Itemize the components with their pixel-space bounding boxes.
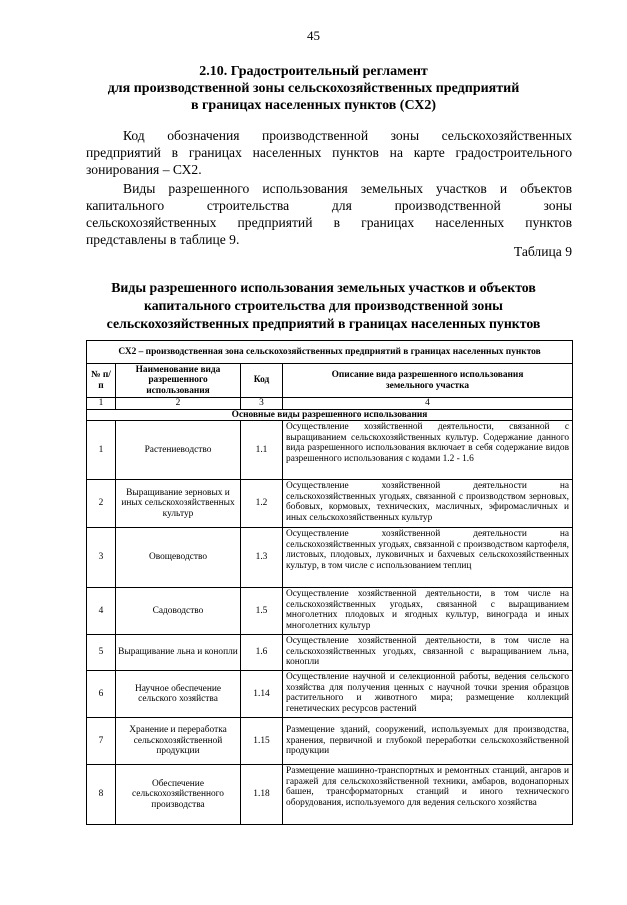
table-title xyxy=(80,279,567,333)
column-header-name: Наименование вида разрешенного использования xyxy=(116,364,241,398)
row-use-name: Выращивание льна и конопли xyxy=(116,635,241,671)
zone-header-cell: СХ2 – производственная зона сельскохозяйственных предприятий в границах населенных пунктов xyxy=(87,341,573,364)
group-header-row xyxy=(87,409,573,421)
paragraph-line: предприятий в границах населенных пунктов на карте градостроительного xyxy=(86,145,572,160)
paragraph-permitted-uses xyxy=(86,180,572,248)
column-number: 4 xyxy=(283,398,573,410)
row-number: 8 xyxy=(87,765,116,825)
table-title-line: сельскохозяйственных предприятий в границах населенных пунктов xyxy=(106,316,541,331)
row-description: Осуществление хозяйственной деятельности, в том числе на сельскохозяйственных угодьях, связанной с выращиванием многолетних плодовых и ягодных культур, винограда и иных многолетних культур xyxy=(283,588,573,635)
row-description: Осуществление хозяйственной деятельности на сельскохозяйственных угодьях, связанной с производством зерновых, бобовых, кормовых, технических, масличных, эфиромасличных и иных сельскохозяйственных культур xyxy=(283,480,573,528)
table-title-line: Виды разрешенного использования земельных участков и объектов xyxy=(111,280,536,295)
row-number: 6 xyxy=(87,671,116,718)
table-label: Таблица 9 xyxy=(513,244,572,259)
table-row xyxy=(87,421,573,480)
row-number: 2 xyxy=(87,480,116,528)
paragraph-line: сельскохозяйственных предприятий в границах населенных пунктов xyxy=(86,215,572,230)
zone-header-row xyxy=(87,341,573,364)
row-number: 1 xyxy=(87,421,116,480)
table-title-line: капитального строительства для производственной зоны xyxy=(144,298,503,313)
row-number: 3 xyxy=(87,528,116,588)
row-code: 1.15 xyxy=(241,718,283,765)
column-number: 1 xyxy=(87,398,116,410)
column-number-row xyxy=(87,398,573,410)
paragraph-line: Код обозначения производственной зоны сельскохозяйственных xyxy=(123,128,572,143)
table-row xyxy=(87,480,573,528)
row-description: Размещение зданий, сооружений, используемых для производства, хранения, первичной и глубокой переработки сельскохозяйственной продукции xyxy=(283,718,573,765)
row-code: 1.2 xyxy=(241,480,283,528)
table-row xyxy=(87,588,573,635)
table-row xyxy=(87,635,573,671)
column-header-num: № п/п xyxy=(87,364,116,398)
paragraph-line: капитального строительства для производственной зоны xyxy=(86,198,572,213)
row-description: Осуществление хозяйственной деятельности на сельскохозяйственных угодьях, связанной с производством картофеля, листовых, плодовых, луковичных и бахчевых сельскохозяйственных культур, в том числе с использованием теплиц xyxy=(283,528,573,588)
row-description: Осуществление хозяйственной деятельности, связанной с выращиванием сельскохозяйственных культур. Содержание данного вида разрешенного использования включает в себя содержание видов разрешенного использования с кодами 1.2 - 1.6 xyxy=(283,421,573,480)
column-number: 3 xyxy=(241,398,283,410)
row-use-name: Садоводство xyxy=(116,588,241,635)
row-use-name: Хранение и переработка сельскохозяйственной продукции xyxy=(116,718,241,765)
paragraph-line: представлены в таблице 9. xyxy=(86,232,240,247)
row-code: 1.3 xyxy=(241,528,283,588)
section-title-line: для производственной зоны сельскохозяйственных предприятий xyxy=(107,81,520,96)
row-use-name: Научное обеспечение сельского хозяйства xyxy=(116,671,241,718)
page-number: 45 xyxy=(307,28,320,43)
row-description: Размещение машинно-транспортных и ремонтных станций, ангаров и гаражей для сельскохозяйственной техники, амбаров, водонапорных башен, трансформаторных станций и иного технического оборудования, используемого для ведения сельского хозяйства xyxy=(283,765,573,825)
row-number: 5 xyxy=(87,635,116,671)
section-title xyxy=(60,63,567,114)
row-number: 7 xyxy=(87,718,116,765)
row-code: 1.1 xyxy=(241,421,283,480)
row-code: 1.5 xyxy=(241,588,283,635)
column-header-description: Описание вида разрешенного использования земельного участка xyxy=(283,364,573,398)
row-number: 4 xyxy=(87,588,116,635)
table-row xyxy=(87,718,573,765)
paragraph-line: Виды разрешенного использования земельных участков и объектов xyxy=(123,181,572,196)
section-title-line: 2.10. Градостроительный регламент xyxy=(199,64,428,79)
row-code: 1.18 xyxy=(241,765,283,825)
paragraph-zone-code xyxy=(86,127,572,178)
regulation-table xyxy=(86,340,573,825)
table-row xyxy=(87,765,573,825)
row-code: 1.6 xyxy=(241,635,283,671)
group-header-cell: Основные виды разрешенного использования xyxy=(87,409,573,421)
table-row xyxy=(87,528,573,588)
row-code: 1.14 xyxy=(241,671,283,718)
row-use-name: Выращивание зерновых и иных сельскохозяйственных культур xyxy=(116,480,241,528)
row-use-name: Обеспечение сельскохозяйственного производства xyxy=(116,765,241,825)
paragraph-line: зонирования – СХ2. xyxy=(86,162,202,177)
column-header-code: Код xyxy=(241,364,283,398)
table-row xyxy=(87,671,573,718)
row-use-name: Растениеводство xyxy=(116,421,241,480)
column-header-row xyxy=(87,364,573,398)
row-description: Осуществление научной и селекционной работы, ведения сельского хозяйства для получения ценных с научной точки зрения образцов растительного и животного мира; размещение коллекций генетических ресурсов растений xyxy=(283,671,573,718)
row-use-name: Овощеводство xyxy=(116,528,241,588)
row-description: Осуществление хозяйственной деятельности, в том числе на сельскохозяйственных угодьях, связанной с выращиванием льна, конопли xyxy=(283,635,573,671)
section-title-line: в границах населенных пунктов (СХ2) xyxy=(191,98,436,113)
column-number: 2 xyxy=(116,398,241,410)
